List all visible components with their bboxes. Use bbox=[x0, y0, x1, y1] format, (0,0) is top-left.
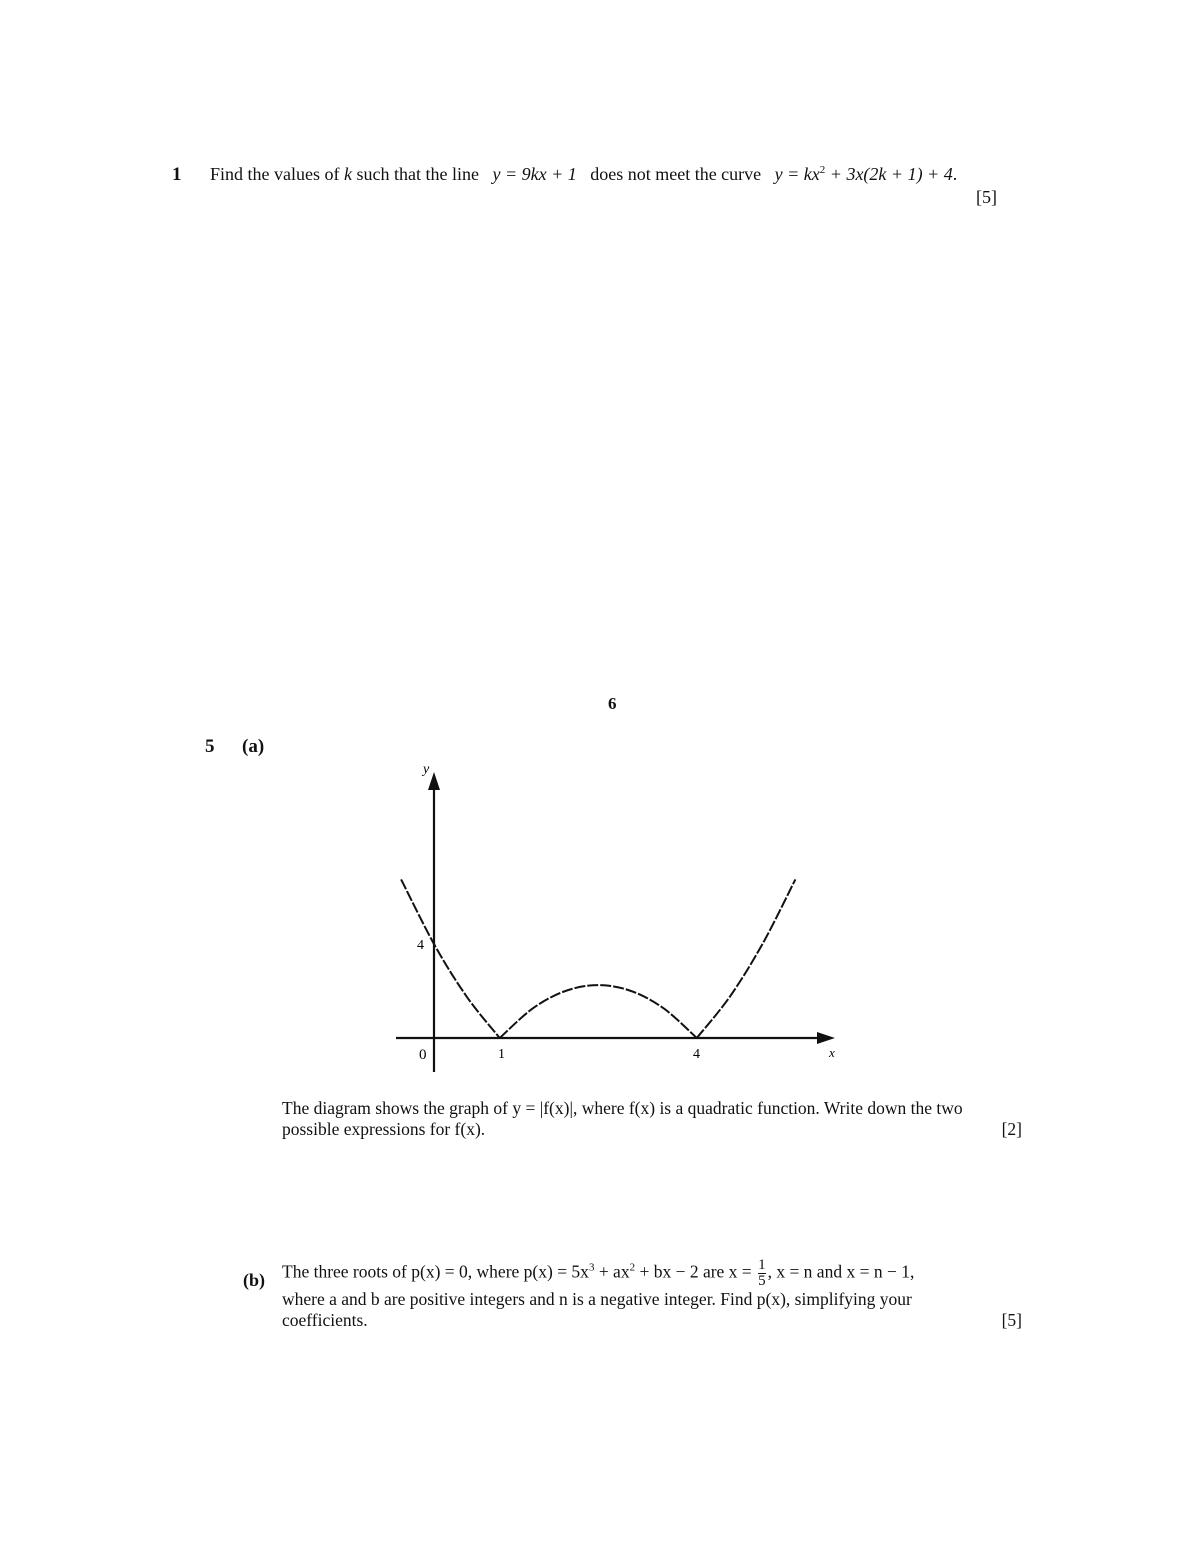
q5b-text bbox=[282, 1258, 1022, 1331]
q5a-text bbox=[282, 1098, 1022, 1140]
x-axis-arrow bbox=[817, 1032, 835, 1044]
q5b-line-2: where a and b are positive integers and n is a negative integer. Find p(x), simplifying your bbox=[282, 1289, 912, 1309]
q5b-marks: [5] bbox=[1001, 1310, 1022, 1330]
q5b-line-3-row bbox=[282, 1310, 1022, 1331]
question-1-marks: [5] bbox=[976, 187, 997, 207]
y-axis-arrow bbox=[428, 772, 440, 790]
q1-text-prefix: Find the values of bbox=[210, 164, 344, 184]
q1-k: k bbox=[343, 164, 352, 184]
q5b-sup-2: 2 bbox=[629, 1261, 636, 1274]
q5a-line-1: The diagram shows the graph of y = |f(x)|, where f(x) is a quadratic function. Write down the two bbox=[282, 1098, 963, 1118]
q1-curve-equation-a: y = kx bbox=[774, 164, 820, 184]
q5b-fraction-numerator: 1 bbox=[758, 1257, 766, 1273]
y-intercept-label: 4 bbox=[417, 938, 424, 953]
q5b-line-3: coefficients. bbox=[282, 1310, 368, 1330]
q1-text-mid: such that the line bbox=[351, 164, 484, 184]
q5b-line-1 bbox=[282, 1258, 1022, 1289]
q1-text-mid2: does not meet the curve bbox=[585, 164, 766, 184]
q5a-marks: [2] bbox=[1001, 1119, 1022, 1139]
q5a-line-2-row bbox=[282, 1119, 1022, 1140]
q5b-line-1-a: The three roots of p(x) = 0, where p(x) = 5x bbox=[282, 1261, 589, 1282]
q5b-line-1-c: + bx − 2 are x = bbox=[635, 1261, 757, 1282]
abs-f-curve bbox=[401, 879, 795, 1038]
q5b-fraction-denominator: 5 bbox=[758, 1273, 766, 1289]
q1-line-equation: y = 9kx + 1 bbox=[492, 164, 577, 184]
question-5a-label: (a) bbox=[242, 736, 265, 757]
root-label-1: 1 bbox=[498, 1047, 505, 1062]
q5a-line-2: possible expressions for f(x). bbox=[282, 1119, 486, 1139]
origin-label: 0 bbox=[419, 1047, 427, 1063]
y-axis-label: y bbox=[423, 762, 430, 777]
graph-axes bbox=[396, 772, 835, 1072]
q5b-line-1-b: + ax bbox=[594, 1261, 630, 1282]
q5b-sup-3: 3 bbox=[588, 1261, 595, 1274]
q1-curve-equation-b: + 3x(2k + 1) + 4 bbox=[825, 164, 953, 184]
question-5-number: 5 bbox=[205, 736, 215, 757]
x-axis-label: x bbox=[829, 1045, 835, 1060]
root-label-4: 4 bbox=[693, 1047, 700, 1062]
q5b-fraction bbox=[758, 1258, 766, 1289]
page-number: 6 bbox=[608, 694, 617, 713]
q5b-line-1-d: , x = n and x = n − 1, bbox=[767, 1261, 915, 1282]
question-5b-label: (b) bbox=[243, 1270, 265, 1290]
question-1-number: 1 bbox=[172, 164, 182, 185]
q1-text-end: . bbox=[952, 164, 958, 184]
q1-curve-sup: 2 bbox=[819, 164, 826, 176]
